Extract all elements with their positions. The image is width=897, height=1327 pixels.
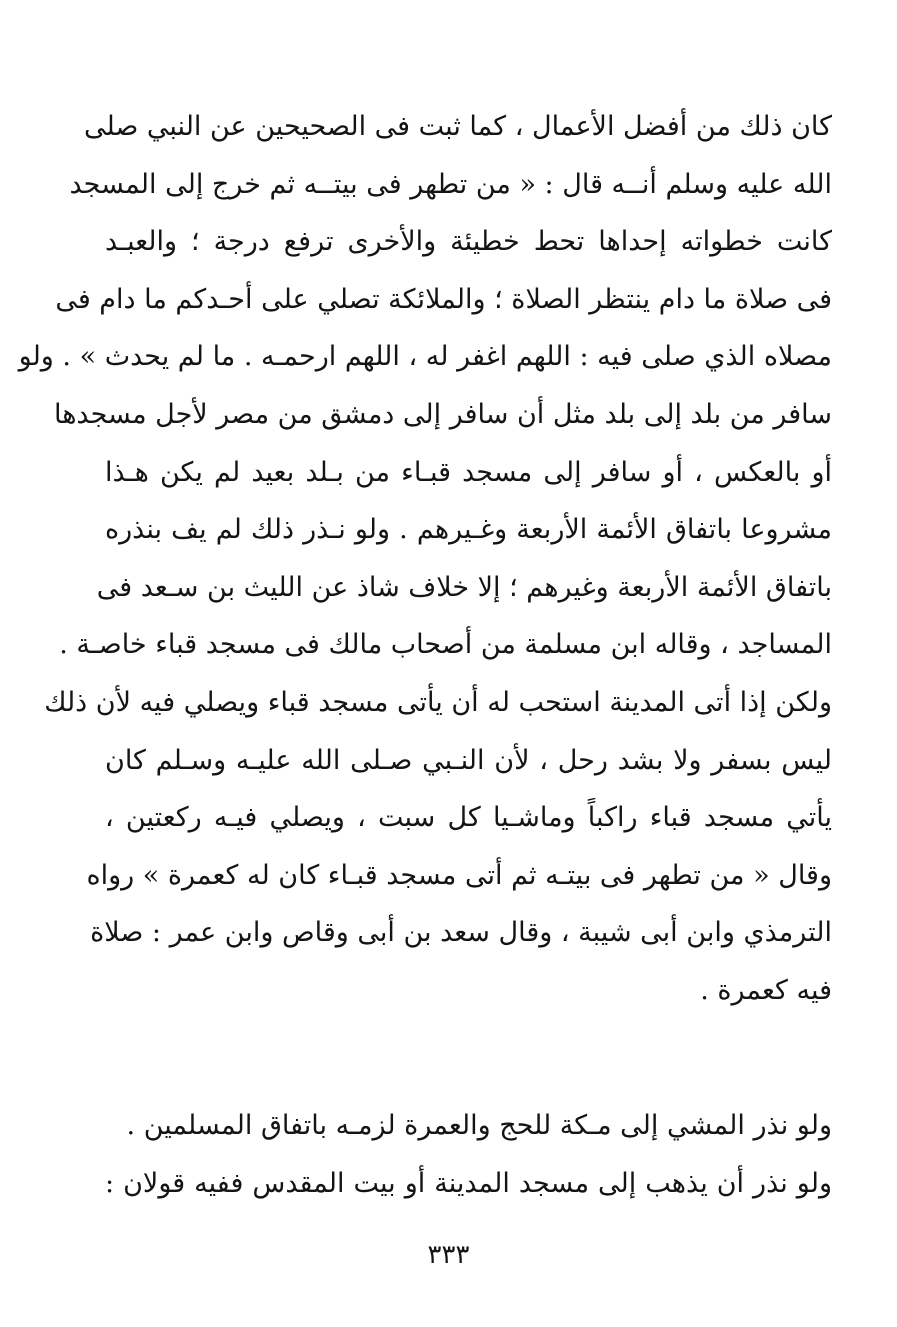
text-line: الله عليه وسلم أنــه قال : « من تطهر فى بيتــه ثم خرج إلى المسجد [69,168,832,200]
text-line: أو بالعكس ، أو سافر إلى مسجد قبـاء من بـلد بعيد لم يكن هـذا [105,456,832,488]
text-line: باتفاق الأئمة الأربعة وغيرهم ؛ إلا خلاف شاذ عن الليث بن سـعد فى [96,571,832,603]
text-line: مشروعا باتفاق الأئمة الأربعة وغـيرهم . ولو نـذر ذلك لم يف بنذره [105,514,832,546]
page-number: ٣٣٣ [427,1240,470,1270]
text-line: ولو نذر المشي إلى مـكة للحج والعمرة لزمـه باتفاق المسلمين . [126,1110,832,1141]
text-line: المساجد ، وقاله ابن مسلمة من أصحاب مالك فى مسجد قباء خاصـة . [59,629,832,661]
text-line: الترمذي وابن أبى شيبة ، وقال سعد بن أبى وقاص وابن عمر : صلاة [90,917,832,949]
text-line: فى صلاة ما دام ينتظر الصلاة ؛ والملائكة تصلي على أحـدكم ما دام فى [55,283,832,315]
text-line: سافر من بلد إلى بلد مثل أن سافر إلى دمشق من مصر لأجل مسجدها [53,398,832,430]
text-line: ولو نذر أن يذهب إلى مسجد المدينة أو بيت المقدس ففيه قولان : [105,1167,832,1199]
text-line: يأتي مسجد قباء راكباً وماشـيا كل سبت ، ويصلي فيـه ركعتين ، [105,802,832,834]
second-paragraph [105,1097,832,1212]
text-line: كان ذلك من أفضل الأعمال ، كما ثبت فى الصحيحين عن النبي صلى [83,111,832,142]
text-line: مصلاه الذي صلى فيه : اللهم اغفر له ، اللهم ارحمـه . ما لم يحدث » . ولو [18,341,832,373]
text-line: كانت خطواته إحداها تحط خطيئة والأخرى ترفع درجة ؛ والعبـد [105,226,832,258]
text-line: ولكن إذا أتى المدينة استحب له أن يأتى مسجد قباء ويصلي فيه لأن ذلك [44,686,832,718]
main-paragraph [18,98,832,1020]
text-line: وقال « من تطهر فى بيتـه ثم أتى مسجد قبـاء كان له كعمرة » رواه [86,859,832,891]
text-line: فيه كعمرة . [700,974,832,1006]
text-line: ليس بسفر ولا بشد رحل ، لأن النـبي صـلى الله عليـه وسـلم كان [105,744,832,776]
